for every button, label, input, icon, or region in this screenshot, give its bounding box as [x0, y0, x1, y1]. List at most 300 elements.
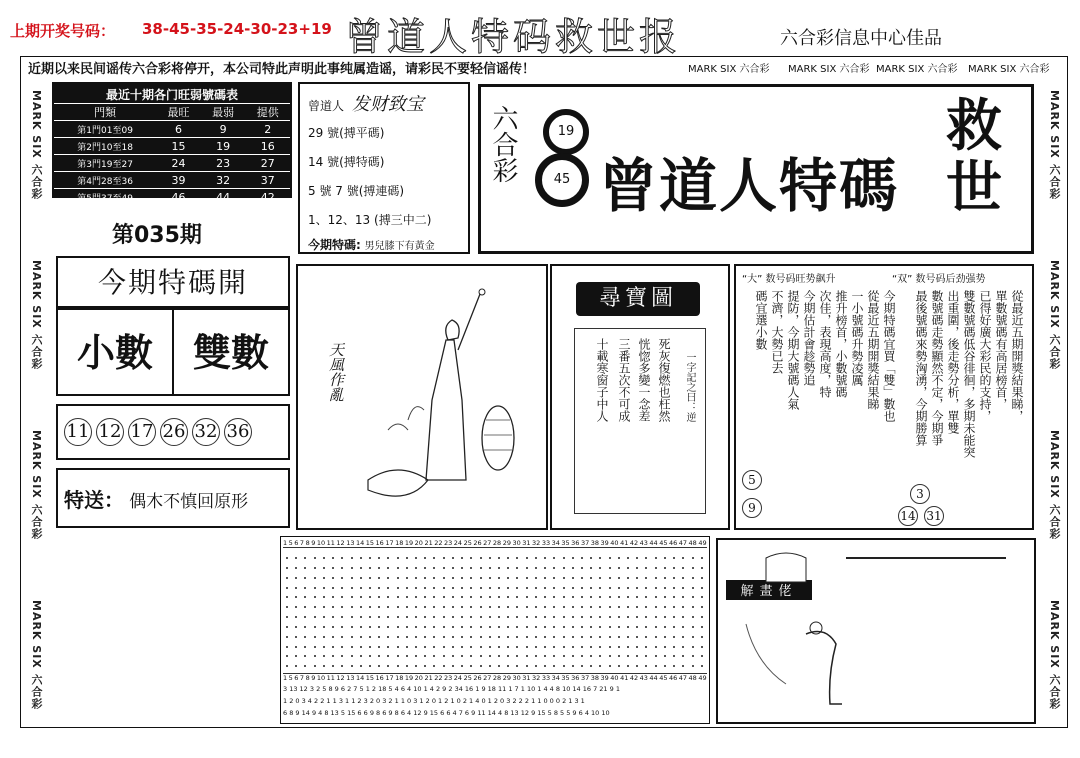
chart-grid-dot: [461, 655, 463, 657]
chart-grid-dot: [655, 646, 657, 648]
chart-col-number: 41: [620, 539, 629, 547]
chart-grid-dot: [526, 577, 528, 579]
chart-grid-dot: [563, 596, 565, 598]
chart-grid-dot: [590, 655, 592, 657]
chart-grid-dot: [507, 587, 509, 589]
chart-grid-dot: [341, 636, 343, 638]
chart-grid-dot: [397, 577, 399, 579]
chart-grid-dot: [599, 655, 601, 657]
chart-grid-dot: [572, 655, 574, 657]
chart-grid-dot: [655, 665, 657, 667]
chart-grid-dot: [295, 665, 297, 667]
treasure-side-note: 一字記之曰：逆: [684, 352, 695, 422]
chart-grid-dot: [480, 596, 482, 598]
chart-grid-dot: [535, 567, 537, 569]
chart-grid-dot: [682, 655, 684, 657]
banner-ball-2: 45: [535, 153, 589, 207]
left-watermark-4: MARK SIX 六合彩: [30, 600, 43, 710]
table-cell: 27: [245, 155, 290, 172]
prediction-number: 11: [64, 418, 92, 446]
publisher-label: 六合彩信息中心佳品: [780, 28, 942, 49]
chart-grid-dot: [415, 646, 417, 648]
chart-grid-dot: [507, 606, 509, 608]
chart-grid-dot: [443, 557, 445, 559]
prediction-number: 12: [96, 418, 124, 446]
chart-grid-dot: [369, 665, 371, 667]
chart-grid-dot: [489, 665, 491, 667]
chart-grid-dot: [645, 616, 647, 618]
chart-grid-dot: [581, 655, 583, 657]
frequency-table-grid: [54, 103, 290, 205]
chart-col-number: 20: [414, 674, 423, 682]
chart-grid-dot: [332, 587, 334, 589]
chart-grid-dot: [351, 636, 353, 638]
trend-column: 提防，今期大號碼人氣: [786, 290, 800, 410]
chart-grid-dot: [544, 636, 546, 638]
chart-grid-dot: [664, 557, 666, 559]
chart-col-number: 47: [678, 674, 688, 682]
chart-grid-dot: [415, 577, 417, 579]
chart-grid-dot: [618, 577, 620, 579]
table-cell: 39: [156, 172, 201, 189]
chart-grid-dot: [480, 616, 482, 618]
chart-grid-dot: [609, 596, 611, 598]
chart-grid-dot: [286, 655, 288, 657]
chart-grid-dot: [627, 596, 629, 598]
chart-grid-dot: [443, 626, 445, 628]
chart-grid-dot: [332, 596, 334, 598]
chart-grid-dot: [526, 567, 528, 569]
chart-grid-dot: [304, 616, 306, 618]
chart-grid-dot: [655, 636, 657, 638]
chart-grid-dot: [535, 626, 537, 628]
notice-watermark-4: MARK SIX 六合彩: [968, 64, 1050, 75]
chart-col-number: 18: [395, 674, 404, 682]
chart-grid-dot: [645, 577, 647, 579]
chart-grid-dot: [332, 616, 334, 618]
chart-col-number: 11: [326, 539, 335, 547]
chart-grid-dot: [618, 557, 620, 559]
chart-col-number: 10: [316, 539, 326, 547]
chart-col-number: 22: [434, 539, 443, 547]
chart-grid-dot: [673, 587, 675, 589]
daoren-line: 1、12、13 (搏三中二): [308, 213, 432, 227]
issue-number: 第035期: [112, 223, 202, 248]
table-header-cell: 提供: [245, 104, 290, 121]
chart-grid-dot: [553, 616, 555, 618]
chart-grid-dot: [480, 636, 482, 638]
chart-grid-dot: [599, 587, 601, 589]
chart-grid-dot: [673, 626, 675, 628]
chart-grid-dot: [295, 567, 297, 569]
chart-grid-dot: [489, 567, 491, 569]
chart-grid-dot: [424, 636, 426, 638]
chart-grid-dot: [563, 636, 565, 638]
painting-panel: [296, 264, 548, 530]
right-watermark-2: MARK SIX 六合彩: [1048, 260, 1061, 370]
chart-col-number: 35: [561, 539, 570, 547]
chart-grid-dot: [378, 557, 380, 559]
chart-grid-dot: [360, 587, 362, 589]
chart-grid-dot: [470, 646, 472, 648]
chart-grid-dot: [627, 626, 629, 628]
chart-grid-dot: [286, 626, 288, 628]
trend-panel: [734, 264, 1034, 530]
chart-grid-dot: [535, 577, 537, 579]
chart-col-number: 30: [512, 539, 521, 547]
chart-grid-dot: [599, 557, 601, 559]
chart-grid-dot: [387, 557, 389, 559]
chart-grid-dot: [304, 626, 306, 628]
chart-grid-dot: [341, 557, 343, 559]
prediction-option-2: 雙數: [172, 308, 290, 396]
table-header-cell: 最弱: [201, 104, 246, 121]
chart-grid-dot: [618, 626, 620, 628]
chart-grid-dot: [489, 596, 491, 598]
prediction-number: 32: [192, 418, 220, 446]
chart-grid-dot: [664, 655, 666, 657]
chart-grid-dot: [433, 587, 435, 589]
chart-grid-dot: [692, 606, 694, 608]
chart-grid-dot: [664, 606, 666, 608]
chart-grid-dot: [433, 567, 435, 569]
chart-grid-dot: [682, 577, 684, 579]
chart-grid-dot: [590, 616, 592, 618]
chart-grid-dot: [387, 626, 389, 628]
chart-freq-row-1: 3 13 12 3 2 5 8 9 6 2 7 5 1 2 18 5 4 6 4 10 1 4 2 9 2 34 16 1 9 18 11 1 7 1 10 1 4 4 8 10 14 16 7 21 9 1: [283, 685, 620, 693]
chart-grid-dot: [480, 577, 482, 579]
chart-col-number: 5: [288, 539, 293, 547]
left-watermark-3: MARK SIX 六合彩: [30, 430, 43, 540]
chart-grid-dot: [572, 557, 574, 559]
chart-grid-dot: [470, 606, 472, 608]
special-gift-label: 特送：: [64, 488, 124, 512]
chart-grid-dot: [590, 665, 592, 667]
chart-grid-dot: [387, 646, 389, 648]
chart-col-number: 34: [551, 539, 560, 547]
chart-grid-dot: [507, 626, 509, 628]
chart-col-number: 46: [668, 539, 678, 547]
notice-watermark-2: MARK SIX 六合彩: [788, 64, 870, 75]
chart-grid-dot: [692, 587, 694, 589]
chart-grid-dot: [470, 596, 472, 598]
chart-grid-dot: [609, 616, 611, 618]
daoren-line: 5 號 7 號(搏連碼): [308, 184, 405, 198]
chart-grid-dot: [553, 557, 555, 559]
chart-col-number: 38: [590, 674, 599, 682]
chart-grid-dot: [323, 587, 325, 589]
page-title: 曾道人特码救世报: [345, 15, 682, 59]
chart-grid-dot: [406, 665, 408, 667]
table-row: [54, 121, 290, 138]
chart-grid-dot: [387, 606, 389, 608]
right-watermark-3: MARK SIX 六合彩: [1048, 430, 1061, 540]
chart-grid-dot: [415, 606, 417, 608]
chart-grid-dot: [314, 616, 316, 618]
chart-grid-dot: [516, 646, 518, 648]
chart-grid-dot: [470, 626, 472, 628]
chart-grid-dot: [443, 646, 445, 648]
chart-grid-dot: [645, 596, 647, 598]
chart-grid-dot: [397, 616, 399, 618]
chart-grid-dot: [627, 665, 629, 667]
chart-col-number: 38: [590, 539, 599, 547]
chart-grid-dot: [461, 606, 463, 608]
chart-col-number: 48: [688, 539, 697, 547]
chart-grid-dot: [397, 626, 399, 628]
chart-grid-dot: [553, 587, 555, 589]
chart-grid-dot: [526, 557, 528, 559]
chart-grid-dot: [692, 665, 694, 667]
chart-grid-dot: [314, 606, 316, 608]
chart-grid-dot: [664, 646, 666, 648]
treasure-map-title: 尋寶圖: [576, 282, 700, 316]
treasure-map-panel: [550, 264, 730, 530]
chart-grid-dot: [415, 596, 417, 598]
chart-grid-dot: [618, 596, 620, 598]
chart-col-number: 8: [305, 539, 310, 547]
chart-grid-dot: [295, 587, 297, 589]
chart-col-number: 8: [305, 674, 310, 682]
chart-col-number: 43: [639, 539, 648, 547]
chart-grid-dot: [664, 665, 666, 667]
chart-col-number: 23: [444, 674, 453, 682]
chart-grid-dot: [397, 655, 399, 657]
table-cell-door: 第2門10至18: [54, 138, 156, 155]
chart-grid-dot: [369, 646, 371, 648]
chart-grid-dot: [553, 655, 555, 657]
chart-grid-dot: [341, 616, 343, 618]
chart-grid-dot: [682, 665, 684, 667]
daoren-slogan: 发财致宝: [351, 94, 424, 115]
chart-col-number: 17: [385, 674, 394, 682]
chart-grid-dot: [489, 646, 491, 648]
chart-col-number: 7: [299, 539, 305, 547]
table-row: [54, 172, 290, 189]
chart-grid-dot: [351, 577, 353, 579]
chart-grid-dot: [682, 616, 684, 618]
chart-col-number: 9: [311, 674, 316, 682]
treasure-poem-line: 恍惚多變一念差: [637, 338, 651, 422]
cartoon-panel: [716, 538, 1036, 724]
chart-grid-dot: [406, 567, 408, 569]
chart-grid-dot: [406, 577, 408, 579]
chart-grid-dot: [286, 616, 288, 618]
chart-grid-dot: [304, 567, 306, 569]
trend-column: 今期特碼宜買「雙」數也: [882, 290, 896, 422]
chart-col-number: 13: [346, 674, 355, 682]
chart-grid-dot: [424, 655, 426, 657]
table-cell: 2: [245, 121, 290, 138]
chart-grid-dot: [480, 587, 482, 589]
chart-grid-dot: [498, 587, 500, 589]
table-cell-door: 第4門28至36: [54, 172, 156, 189]
chart-grid-dot: [563, 616, 565, 618]
special-gift-text: 偶木不慎回原形: [129, 492, 249, 512]
chart-grid-dot: [609, 655, 611, 657]
chart-grid-dot: [516, 596, 518, 598]
chart-grid-dot: [627, 616, 629, 618]
chart-grid-dot: [673, 577, 675, 579]
chart-grid-dot: [489, 606, 491, 608]
chart-grid-dot: [406, 616, 408, 618]
chart-grid-dot: [415, 636, 417, 638]
chart-col-number: 42: [629, 674, 639, 682]
chart-grid-dot: [526, 636, 528, 638]
table-cell: 6: [156, 121, 201, 138]
chart-grid-dot: [452, 636, 454, 638]
chart-col-number: 35: [561, 674, 570, 682]
chart-grid-dot: [673, 616, 675, 618]
trend-column: 單數號碼有高居榜首，: [994, 290, 1008, 410]
chart-col-number: 25: [463, 539, 472, 547]
chart-grid-dot: [701, 577, 703, 579]
chart-grid-dot: [360, 606, 362, 608]
chart-grid-dot: [351, 626, 353, 628]
chart-grid-dot: [323, 567, 325, 569]
chart-grid-dot: [415, 616, 417, 618]
table-cell: 44: [201, 189, 246, 206]
chart-grid-dot: [701, 606, 703, 608]
chart-grid-dot: [341, 567, 343, 569]
chart-grid-dot: [323, 665, 325, 667]
chart-grid-dot: [673, 665, 675, 667]
trend-column: 雙數號碼低谷徘徊，多期未能突: [962, 290, 976, 458]
chart-grid-dot: [443, 587, 445, 589]
chart-grid-dot: [360, 557, 362, 559]
chart-grid-dot: [590, 626, 592, 628]
main-banner: [478, 84, 1034, 254]
chart-grid-dot: [489, 616, 491, 618]
chart-grid-dot: [701, 646, 703, 648]
sage-figure-illustration: [348, 280, 538, 520]
chart-grid-dot: [286, 587, 288, 589]
treasure-poem-line: 十載寒窗子中人: [595, 338, 609, 422]
chart-grid-dot: [498, 567, 500, 569]
chart-grid-dot: [636, 557, 638, 559]
chart-grid-dot: [535, 616, 537, 618]
chart-grid-dot: [498, 557, 500, 559]
last-draw-label: 上期开奖号码：: [10, 22, 116, 40]
right-watermark-1: MARK SIX 六合彩: [1048, 90, 1061, 200]
chart-grid-dot: [387, 577, 389, 579]
chart-grid-dot: [526, 655, 528, 657]
chart-grid-dot: [480, 646, 482, 648]
chart-col-number: 44: [649, 674, 658, 682]
chart-grid-dot: [682, 626, 684, 628]
chart-grid-dot: [433, 596, 435, 598]
chart-grid-dot: [360, 655, 362, 657]
chart-grid-dot: [645, 606, 647, 608]
chart-grid-dot: [590, 557, 592, 559]
chart-grid-dot: [387, 636, 389, 638]
chart-grid-dot: [397, 587, 399, 589]
chart-grid-dot: [424, 646, 426, 648]
chart-grid-dot: [443, 606, 445, 608]
chart-grid-dot: [415, 587, 417, 589]
chart-grid-dot: [655, 606, 657, 608]
chart-grid-dot: [590, 567, 592, 569]
chart-grid-dot: [526, 646, 528, 648]
chart-grid-dot: [332, 626, 334, 628]
chart-grid-dot: [673, 557, 675, 559]
right-watermark-4: MARK SIX 六合彩: [1048, 600, 1061, 710]
chart-grid-dot: [692, 646, 694, 648]
chart-grid-dot: [286, 596, 288, 598]
daoren-box: [298, 82, 470, 254]
chart-grid-dot: [627, 567, 629, 569]
chart-grid-dot: [295, 626, 297, 628]
chart-grid-dot: [360, 577, 362, 579]
chart-grid-dot: [636, 567, 638, 569]
chart-grid-dot: [443, 596, 445, 598]
chart-grid-dot: [645, 587, 647, 589]
chart-grid-dot: [498, 626, 500, 628]
chart-grid-dot: [295, 557, 297, 559]
chart-grid-dot: [581, 616, 583, 618]
chart-grid-dot: [618, 606, 620, 608]
chart-grid-dot: [599, 636, 601, 638]
chart-grid-dot: [433, 557, 435, 559]
treasure-poem-line: 死灰復燃也枉然: [657, 338, 671, 422]
chart-grid-dot: [470, 567, 472, 569]
table-row: [54, 155, 290, 172]
chart-col-number: 10: [316, 674, 326, 682]
chart-grid-dot: [572, 596, 574, 598]
chart-grid-dot: [304, 665, 306, 667]
table-cell: 19: [201, 138, 246, 155]
prediction-heading-box: [56, 256, 290, 308]
chart-grid-dot: [323, 646, 325, 648]
chart-grid-dot: [424, 567, 426, 569]
chart-col-number: 45: [659, 674, 668, 682]
chart-grid-dot: [645, 557, 647, 559]
chart-grid-dot: [627, 587, 629, 589]
chart-grid-dot: [516, 577, 518, 579]
chart-grid-dot: [470, 587, 472, 589]
chart-grid-dot: [489, 636, 491, 638]
chart-grid-dot: [304, 596, 306, 598]
banner-ball-1: 19: [543, 109, 589, 155]
chart-grid-dot: [378, 606, 380, 608]
chart-grid-dot: [443, 567, 445, 569]
chart-grid-dot: [332, 606, 334, 608]
chart-grid-dot: [406, 596, 408, 598]
chart-grid-dot: [535, 606, 537, 608]
chart-grid-dot: [572, 567, 574, 569]
trend-column: 從最近五期開獎結果睇，: [1010, 290, 1024, 422]
chart-grid-dot: [378, 665, 380, 667]
chart-grid-dot: [461, 577, 463, 579]
chart-grid-dot: [581, 646, 583, 648]
chart-grid-dot: [526, 587, 528, 589]
chart-col-number: 6: [294, 674, 299, 682]
chart-col-number: 9: [311, 539, 316, 547]
chart-grid-dot: [470, 636, 472, 638]
chart-grid-dot: [664, 626, 666, 628]
chart-grid-dot: [544, 606, 546, 608]
chart-grid-dot: [609, 606, 611, 608]
chart-grid-dot: [461, 587, 463, 589]
chart-grid-dot: [341, 665, 343, 667]
chart-col-number: 1: [283, 539, 288, 547]
chart-grid-dot: [452, 616, 454, 618]
chart-grid-dot: [563, 577, 565, 579]
chart-grid-dot: [507, 646, 509, 648]
chart-grid-dot: [286, 636, 288, 638]
chart-grid-dot: [581, 557, 583, 559]
chart-grid-dot: [406, 646, 408, 648]
